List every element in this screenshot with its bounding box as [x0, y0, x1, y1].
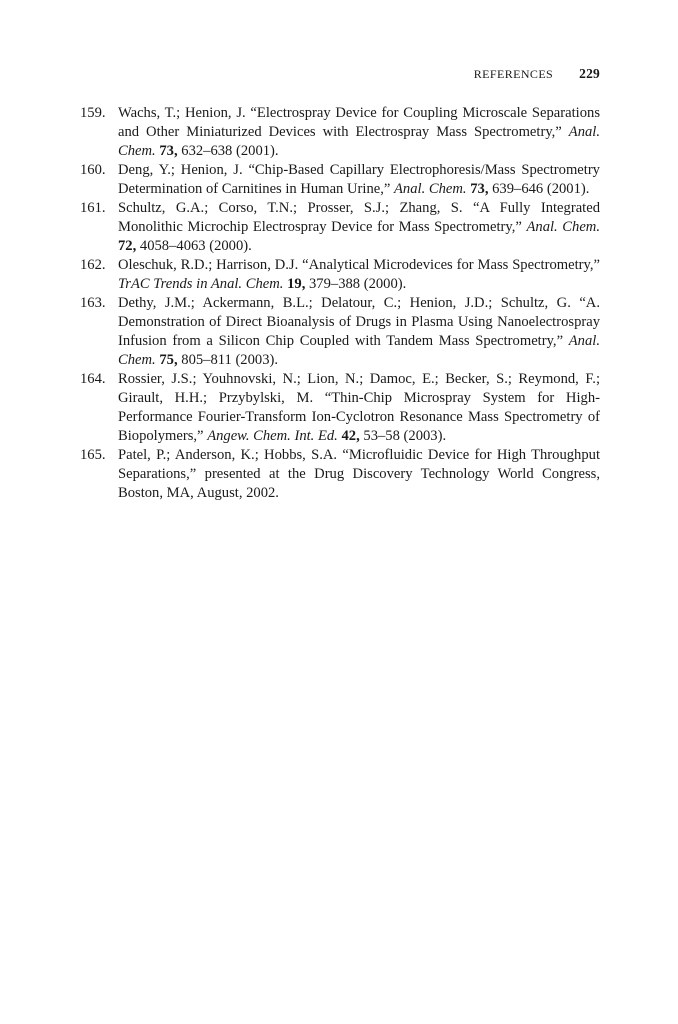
- reference-volume: 75,: [159, 352, 178, 368]
- reference-pages: 379–388 (2000).: [309, 276, 407, 292]
- reference-item: [80, 104, 600, 161]
- reference-title: “A Fully Integrated Monolithic Microchip Electrospray Device for Mass Spectrometry,”: [118, 200, 601, 235]
- reference-pages: 632–638 (2001).: [181, 143, 279, 159]
- reference-title: “Microfluidic Device for High Throughput Separations,”: [118, 447, 600, 482]
- page-number: 229: [579, 66, 600, 81]
- reference-list: [80, 104, 600, 503]
- reference-number: 160.: [80, 162, 106, 178]
- reference-authors: Oleschuk, R.D.; Harrison, D.J.: [118, 257, 299, 273]
- reference-number: 159.: [80, 105, 106, 121]
- reference-journal: Angew. Chem. Int. Ed.: [207, 428, 338, 444]
- reference-volume: 19,: [287, 276, 306, 292]
- reference-item: [80, 294, 600, 370]
- page-header: [474, 66, 600, 82]
- reference-pages: 53–58 (2003).: [363, 428, 447, 444]
- reference-journal: Anal. Chem.: [118, 333, 600, 368]
- reference-authors: Deng, Y.; Henion, J.: [118, 162, 243, 178]
- reference-title: “Thin-Chip Microspray System for High-Performance Fourier-Transform Ion-Cyclotron Resonance Mass Spectrometry of Biopolymers,”: [118, 390, 600, 444]
- reference-volume: 73,: [159, 143, 178, 159]
- reference-authors: Patel, P.; Anderson, K.; Hobbs, S.A.: [118, 447, 338, 463]
- reference-pages: 805–811 (2003).: [181, 352, 279, 368]
- reference-journal: Anal. Chem.: [118, 124, 600, 159]
- reference-authors: Wachs, T.; Henion, J.: [118, 105, 246, 121]
- reference-title: “Analytical Microdevices for Mass Spectrometry,”: [302, 257, 600, 273]
- reference-journal: Anal. Chem.: [526, 219, 600, 235]
- reference-item: [80, 161, 600, 199]
- reference-pages: 4058–4063 (2000).: [139, 238, 252, 254]
- reference-number: 161.: [80, 200, 106, 216]
- reference-authors: Dethy, J.M.; Ackermann, B.L.; Delatour, C.; Henion, J.D.; Schultz, G.: [118, 295, 571, 311]
- reference-item: [80, 370, 600, 446]
- reference-title: “A. Demonstration of Direct Bioanalysis of Drugs in Plasma Using Nanoelectrospray Infusion from a Silicon Chip Coupled with Tandem Mass Spectrometry,”: [118, 295, 600, 349]
- reference-title: “Electrospray Device for Coupling Microscale Separations and Other Miniaturized Devices with Electrospray Mass Spectrometry,”: [118, 105, 600, 140]
- reference-journal: TrAC Trends in Anal. Chem.: [118, 276, 284, 292]
- reference-volume: 72,: [118, 238, 137, 254]
- reference-authors: Schultz, G.A.; Corso, T.N.; Prosser, S.J.; Zhang, S.: [118, 200, 463, 216]
- reference-number: 163.: [80, 295, 106, 311]
- reference-pages: 639–646 (2001).: [492, 181, 590, 197]
- reference-volume: 73,: [470, 181, 489, 197]
- reference-item: [80, 256, 600, 294]
- reference-number: 165.: [80, 447, 106, 463]
- reference-note: presented at the Drug Discovery Technology World Congress, Boston, MA, August, 2002.: [118, 466, 601, 501]
- reference-item: [80, 199, 600, 256]
- reference-number: 162.: [80, 257, 106, 273]
- reference-journal: Anal. Chem.: [394, 181, 467, 197]
- reference-number: 164.: [80, 371, 106, 387]
- reference-authors: Rossier, J.S.; Youhnovski, N.; Lion, N.; Damoc, E.; Becker, S.; Reymond, F.; Girault, H.H.; Przybylski, M.: [118, 371, 600, 406]
- reference-volume: 42,: [341, 428, 360, 444]
- running-head: REFERENCES: [473, 67, 554, 81]
- reference-item: [80, 446, 600, 503]
- reference-title: “Chip-Based Capillary Electrophoresis/Mass Spectrometry Determination of Carnitines in Human Urine,”: [118, 162, 600, 197]
